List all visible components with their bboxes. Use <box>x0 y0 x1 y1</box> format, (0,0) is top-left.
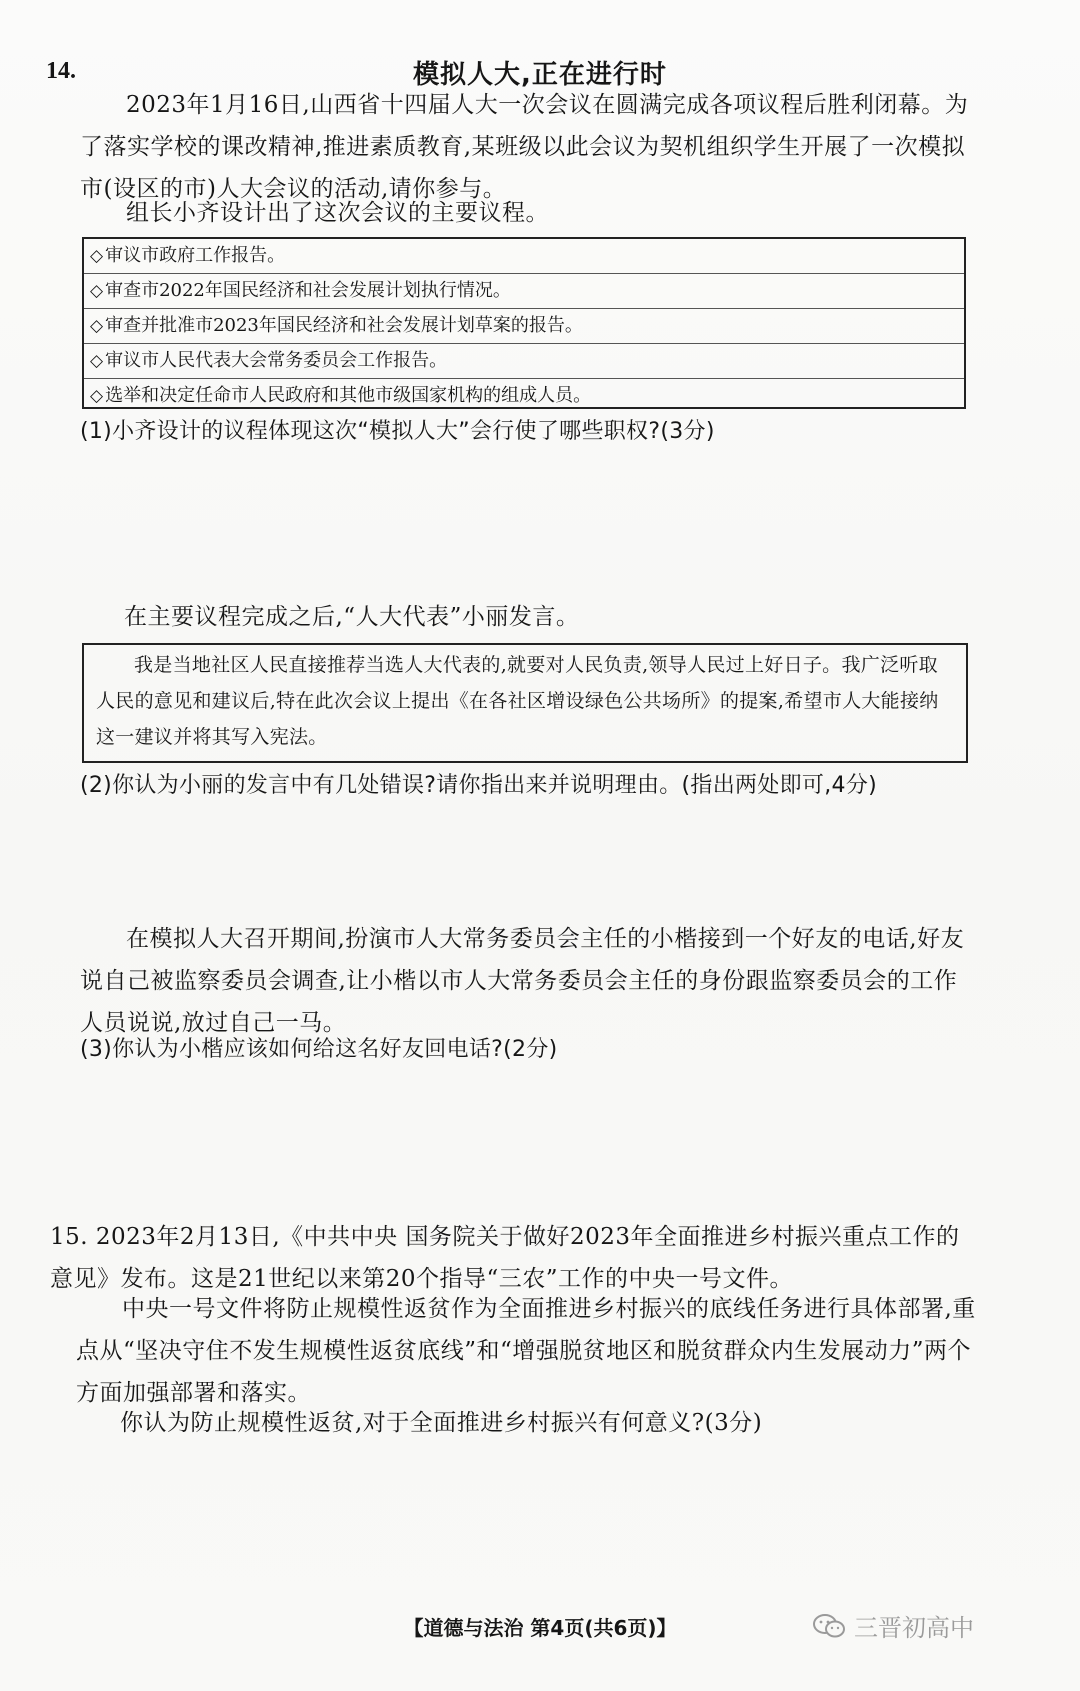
agenda-box <box>82 237 966 409</box>
page-footer: 【道德与法治 第4页(共6页)】 <box>403 1616 677 1640</box>
diamond-icon: ◇ <box>90 386 104 406</box>
speech-text: 我是当地社区人民直接推荐当选人大代表的,就要对人民负责,领导人民过上好日子。我广泛听取人民的意见和建议后,特在此次会议上提出《在各社区增设绿色公共场所》的提案,希望市人大能接纳这一建议并将其写入宪法。 <box>96 654 939 748</box>
question-14-part-1: (1)小齐设计的议程体现这次“模拟人大”会行使了哪些职权?(3分) <box>80 419 715 444</box>
question-15-intro: 15. 2023年2月13日,《中共中央 国务院关于做好2023年全面推进乡村振兴重点工作的意见》发布。这是21世纪以来第20个指导“三农”工作的中央一号文件。 <box>50 1224 960 1292</box>
agenda-item: ◇ 审议市政府工作报告。 <box>84 239 964 274</box>
question-14-part-3: (3)你认为小楷应该如何给这名好友回电话?(2分) <box>80 1037 558 1062</box>
agenda-item: ◇ 审议市人民代表大会常务委员会工作报告。 <box>84 344 964 379</box>
diamond-icon: ◇ <box>90 246 104 266</box>
diamond-icon: ◇ <box>90 316 104 336</box>
question-14-number: 14. <box>46 58 76 84</box>
question-14-scenario-3: 在模拟人大召开期间,扮演市人大常务委员会主任的小楷接到一个好友的电话,好友说自己被监察委员会调查,让小楷以市人大常务委员会主任的身份跟监察委员会的工作人员说说,放过自己一马。 <box>80 926 965 1036</box>
agenda-item: ◇ 审查市2022年国民经济和社会发展计划执行情况。 <box>84 274 964 309</box>
watermark <box>812 1608 974 1643</box>
diamond-icon: ◇ <box>90 351 104 371</box>
watermark-text: 三晋初高中 <box>854 1614 974 1642</box>
agenda-lead: 组长小齐设计出了这次会议的主要议程。 <box>126 200 549 226</box>
speech-box <box>82 643 968 763</box>
question-14-part-2: (2)你认为小丽的发言中有几处错误?请你指出来并说明理由。(指出两处即可,4分) <box>80 773 877 798</box>
question-15-question: 你认为防止规模性返贫,对于全面推进乡村振兴有何意义?(3分) <box>120 1410 763 1436</box>
agenda-item: ◇ 审查并批准市2023年国民经济和社会发展计划草案的报告。 <box>84 309 964 344</box>
diamond-icon: ◇ <box>90 281 104 301</box>
agenda-item: ◇ 选举和决定任命市人民政府和其他市级国家机构的组成人员。 <box>84 379 964 413</box>
question-15-body: 中央一号文件将防止规模性返贫作为全面推进乡村振兴的底线任务进行具体部署,重点从“坚决守住不发生规模性返贫底线”和“增强脱贫地区和脱贫群众内生发展动力”两个方面加强部署和落实。 <box>76 1296 976 1406</box>
speech-lead: 在主要议程完成之后,“人大代表”小丽发言。 <box>124 604 580 630</box>
question-14-intro: 2023年1月16日,山西省十四届人大一次会议在圆满完成各项议程后胜利闭幕。为了落实学校的课改精神,推进素质教育,某班级以此会议为契机组织学生开展了一次模拟市(设区的市)人大会议的活动,请你参与。 <box>80 92 969 202</box>
wechat-icon <box>812 1613 846 1639</box>
question-14-title: 模拟人大,正在进行时 <box>413 60 667 90</box>
